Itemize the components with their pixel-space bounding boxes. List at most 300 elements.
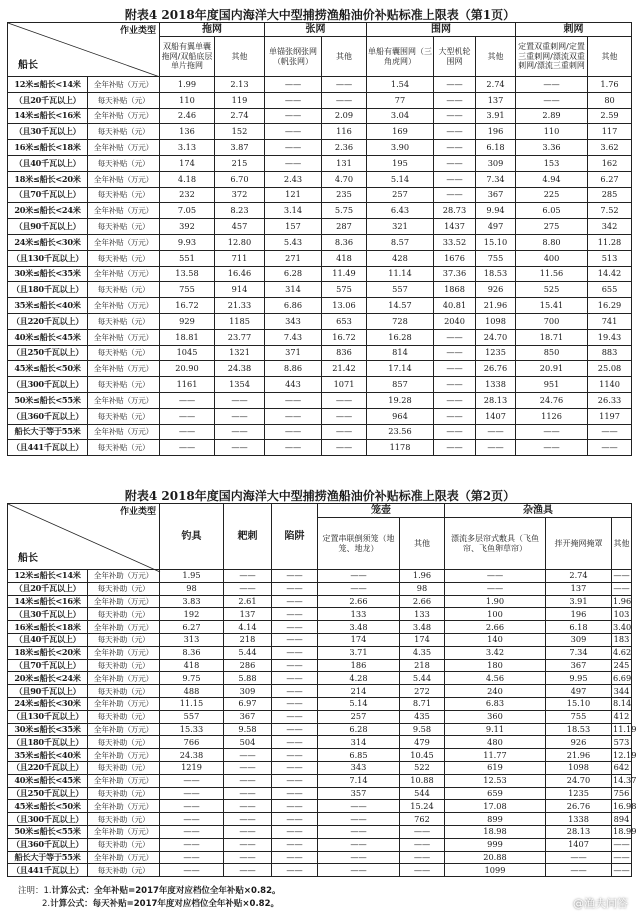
value-cell: —— bbox=[265, 424, 322, 440]
group-header: 杂渔具 bbox=[445, 504, 632, 518]
value-cell: —— bbox=[318, 582, 400, 595]
value-cell: 711 bbox=[215, 250, 265, 266]
sub-header: 其他 bbox=[322, 37, 367, 77]
unit-label: 全年补助（万元） bbox=[88, 851, 160, 864]
value-cell: —— bbox=[224, 570, 272, 583]
value-cell: 3.36 bbox=[516, 140, 588, 156]
table-row bbox=[8, 377, 632, 393]
value-cell: 2.66 bbox=[400, 595, 445, 608]
value-cell: 642 bbox=[612, 761, 632, 774]
table-row bbox=[8, 672, 632, 685]
table-row bbox=[8, 77, 632, 93]
value-cell: 21.96 bbox=[476, 298, 516, 314]
value-cell: 899 bbox=[445, 813, 546, 826]
value-cell: 2.74 bbox=[546, 570, 612, 583]
value-cell: 367 bbox=[224, 710, 272, 723]
value-cell: 1338 bbox=[476, 377, 516, 393]
unit-label: 每天补贴（元） bbox=[88, 377, 160, 393]
value-cell: 2.43 bbox=[265, 171, 322, 187]
value-cell: —— bbox=[265, 140, 322, 156]
value-cell: —— bbox=[272, 685, 318, 698]
power-class: （且90千瓦以上） bbox=[8, 685, 88, 698]
value-cell: 196 bbox=[546, 608, 612, 621]
value-cell: —— bbox=[272, 723, 318, 736]
value-cell: —— bbox=[434, 440, 476, 456]
value-cell: —— bbox=[272, 774, 318, 787]
table-row bbox=[8, 864, 632, 877]
value-cell: 9.11 bbox=[445, 723, 546, 736]
value-cell: 137 bbox=[224, 608, 272, 621]
value-cell: —— bbox=[322, 440, 367, 456]
value-cell: 342 bbox=[588, 219, 632, 235]
value-cell: 11.14 bbox=[367, 266, 434, 282]
value-cell: 5.44 bbox=[224, 646, 272, 659]
value-cell: —— bbox=[613, 583, 630, 594]
value-cell: 728 bbox=[367, 313, 434, 329]
value-cell: —— bbox=[476, 424, 516, 440]
value-cell: 762 bbox=[400, 813, 445, 826]
value-cell: 20.88 bbox=[445, 851, 546, 864]
power-class: （且360千瓦以上） bbox=[8, 838, 88, 851]
unit-label: 每天补助（元） bbox=[88, 608, 160, 621]
value-cell: 13.58 bbox=[160, 266, 215, 282]
value-cell: 21.96 bbox=[546, 749, 612, 762]
value-cell: 4.28 bbox=[318, 672, 400, 685]
unit-label: 每天补助（元） bbox=[88, 633, 160, 646]
power-class: （且130千瓦以上） bbox=[8, 710, 88, 723]
power-class: （且40千瓦以上） bbox=[8, 633, 88, 646]
value-cell: 8.80 bbox=[516, 234, 588, 250]
table-row bbox=[8, 361, 632, 377]
value-cell: 343 bbox=[265, 313, 322, 329]
unit-label: 全年补贴（万元） bbox=[88, 140, 160, 156]
value-cell: 883 bbox=[588, 345, 632, 361]
value-cell: 5.14 bbox=[367, 171, 434, 187]
value-cell: 3.04 bbox=[367, 108, 434, 124]
value-cell: 6.27 bbox=[160, 621, 224, 634]
table-row bbox=[8, 250, 632, 266]
value-cell: —— bbox=[265, 124, 322, 140]
sub-header: 单锚张纲张网（帆张网） bbox=[265, 37, 322, 77]
value-cell: —— bbox=[160, 440, 215, 456]
value-cell: 1.76 bbox=[588, 77, 632, 93]
value-cell: 19.43 bbox=[588, 329, 632, 345]
value-cell: 28.13 bbox=[546, 825, 612, 838]
power-class: （且130千瓦以上） bbox=[8, 250, 88, 266]
value-cell: —— bbox=[272, 825, 318, 838]
value-cell: 6.28 bbox=[265, 266, 322, 282]
value-cell: 309 bbox=[224, 685, 272, 698]
value-cell: 1098 bbox=[546, 761, 612, 774]
unit-label: 每天补助（元） bbox=[88, 659, 160, 672]
value-cell: 28.13 bbox=[476, 392, 516, 408]
unit-label: 全年补助（万元） bbox=[88, 570, 160, 583]
unit-label: 每天补助（元） bbox=[88, 787, 160, 800]
value-cell: —— bbox=[215, 440, 265, 456]
value-cell: 1235 bbox=[476, 345, 516, 361]
value-cell: —— bbox=[224, 749, 272, 762]
value-cell: 4.62 bbox=[613, 647, 632, 658]
value-cell: 435 bbox=[400, 710, 445, 723]
value-cell: 16.46 bbox=[215, 266, 265, 282]
value-cell: 77 bbox=[367, 92, 434, 108]
value-cell: 10.88 bbox=[400, 774, 445, 787]
table-row bbox=[8, 424, 632, 440]
power-class: （且300千瓦以上） bbox=[8, 377, 88, 393]
value-cell: 4.94 bbox=[516, 171, 588, 187]
value-cell: 7.14 bbox=[318, 774, 400, 787]
value-cell: 400 bbox=[516, 250, 588, 266]
value-cell: —— bbox=[272, 838, 318, 851]
value-cell: 136 bbox=[160, 124, 215, 140]
unit-label: 全年补贴（万元） bbox=[88, 361, 160, 377]
value-cell: —— bbox=[272, 749, 318, 762]
value-cell: 504 bbox=[224, 736, 272, 749]
note2-text: 计算公式：每天补贴=2017年度对应档位全年补贴×0.82。 bbox=[50, 899, 280, 909]
sub-header: 定置串联倒须笼（地笼、地龙） bbox=[318, 518, 400, 570]
value-cell: 929 bbox=[160, 313, 215, 329]
value-cell: 1354 bbox=[215, 377, 265, 393]
value-cell: 20.90 bbox=[160, 361, 215, 377]
value-cell: 11.77 bbox=[445, 749, 546, 762]
value-cell: 1099 bbox=[445, 864, 546, 877]
sub-header: 其他 bbox=[588, 37, 632, 77]
table-row bbox=[8, 659, 632, 672]
table-row bbox=[8, 92, 632, 108]
power-class: （且220千瓦以上） bbox=[8, 313, 88, 329]
value-cell: 575 bbox=[322, 282, 367, 298]
power-class: （且90千瓦以上） bbox=[8, 219, 88, 235]
value-cell: —— bbox=[160, 851, 224, 864]
value-cell: 116 bbox=[322, 124, 367, 140]
table-row bbox=[8, 329, 632, 345]
value-cell: —— bbox=[160, 800, 224, 813]
value-cell: 3.91 bbox=[546, 595, 612, 608]
unit-label: 全年补贴（万元） bbox=[88, 298, 160, 314]
value-cell: 18.98 bbox=[445, 825, 546, 838]
value-cell: 926 bbox=[546, 736, 612, 749]
value-cell: 245 bbox=[612, 659, 632, 672]
table-row bbox=[8, 234, 632, 250]
value-cell: 6.86 bbox=[265, 298, 322, 314]
subsidy-table-page2 bbox=[7, 503, 637, 877]
value-cell: —— bbox=[434, 424, 476, 440]
value-cell: —— bbox=[224, 582, 272, 595]
value-cell: —— bbox=[272, 813, 318, 826]
value-cell: —— bbox=[434, 392, 476, 408]
value-cell: 7.05 bbox=[160, 203, 215, 219]
value-cell: 26.33 bbox=[588, 392, 632, 408]
value-cell: 1235 bbox=[546, 787, 612, 800]
value-cell: 8.57 bbox=[367, 234, 434, 250]
value-cell: 3.48 bbox=[318, 621, 400, 634]
value-cell: 367 bbox=[476, 187, 516, 203]
value-cell: 16.72 bbox=[322, 329, 367, 345]
value-cell: 2040 bbox=[434, 313, 476, 329]
value-cell: 169 bbox=[367, 124, 434, 140]
unit-label: 全年补贴（万元） bbox=[88, 77, 160, 93]
value-cell: 6.27 bbox=[588, 171, 632, 187]
value-cell: 1.96 bbox=[400, 570, 445, 583]
value-cell: —— bbox=[588, 424, 632, 440]
value-cell: —— bbox=[265, 77, 322, 93]
table-row bbox=[8, 749, 632, 762]
value-cell: 9.93 bbox=[160, 234, 215, 250]
value-cell: 26.76 bbox=[546, 800, 612, 813]
value-cell: 98 bbox=[160, 582, 224, 595]
length-class: 50米≤船长<55米 bbox=[8, 392, 88, 408]
power-class: （且441千瓦以上） bbox=[8, 440, 88, 456]
length-class: 40米≤船长<45米 bbox=[8, 774, 88, 787]
value-cell: 2.66 bbox=[318, 595, 400, 608]
power-class: （且300千瓦以上） bbox=[8, 813, 88, 826]
value-cell: 926 bbox=[476, 282, 516, 298]
value-cell: 5.44 bbox=[400, 672, 445, 685]
value-cell: 836 bbox=[322, 345, 367, 361]
value-cell: —— bbox=[160, 813, 224, 826]
value-cell: 814 bbox=[367, 345, 434, 361]
power-class: （且180千瓦以上） bbox=[8, 282, 88, 298]
value-cell: 1185 bbox=[215, 313, 265, 329]
value-cell: 6.05 bbox=[516, 203, 588, 219]
value-cell: 1126 bbox=[516, 408, 588, 424]
length-class: 50米≤船长<55米 bbox=[8, 825, 88, 838]
value-cell: —— bbox=[318, 864, 400, 877]
value-cell: —— bbox=[272, 736, 318, 749]
value-cell: 24.76 bbox=[516, 392, 588, 408]
value-cell: 140 bbox=[445, 633, 546, 646]
value-cell: 314 bbox=[318, 736, 400, 749]
value-cell: —— bbox=[400, 851, 445, 864]
length-class: 45米≤船长<50米 bbox=[8, 361, 88, 377]
value-cell: 522 bbox=[400, 761, 445, 774]
value-cell: 557 bbox=[160, 710, 224, 723]
value-cell: 525 bbox=[516, 282, 588, 298]
value-cell: —— bbox=[322, 408, 367, 424]
value-cell: 121 bbox=[265, 187, 322, 203]
value-cell: —— bbox=[434, 124, 476, 140]
value-cell: 2.74 bbox=[476, 77, 516, 93]
value-cell: 1197 bbox=[588, 408, 632, 424]
value-cell: —— bbox=[613, 570, 630, 581]
value-cell: 2.59 bbox=[588, 108, 632, 124]
value-cell: 24.70 bbox=[546, 774, 612, 787]
unit-label: 每天补助（元） bbox=[88, 838, 160, 851]
value-cell: —— bbox=[434, 361, 476, 377]
value-cell: 1161 bbox=[160, 377, 215, 393]
value-cell: 653 bbox=[322, 313, 367, 329]
value-cell: 659 bbox=[445, 787, 546, 800]
unit-label: 全年补贴（万元） bbox=[88, 266, 160, 282]
table-row bbox=[8, 124, 632, 140]
value-cell: 18.53 bbox=[476, 266, 516, 282]
value-cell: 3.13 bbox=[160, 140, 215, 156]
value-cell: —— bbox=[160, 838, 224, 851]
table-row bbox=[8, 800, 632, 813]
value-cell: —— bbox=[272, 672, 318, 685]
value-cell: 999 bbox=[445, 838, 546, 851]
value-cell: —— bbox=[160, 424, 215, 440]
length-class: 14米≤船长<16米 bbox=[8, 108, 88, 124]
value-cell: —— bbox=[434, 108, 476, 124]
value-cell: 5.75 bbox=[322, 203, 367, 219]
value-cell: —— bbox=[322, 77, 367, 93]
value-cell: 1140 bbox=[588, 377, 632, 393]
value-cell: —— bbox=[224, 761, 272, 774]
group-header: 围网 bbox=[367, 23, 516, 37]
value-cell: 1407 bbox=[476, 408, 516, 424]
table-row bbox=[8, 595, 632, 608]
value-cell: —— bbox=[322, 424, 367, 440]
table-row bbox=[8, 633, 632, 646]
table-row bbox=[8, 825, 632, 838]
table-row bbox=[8, 851, 632, 864]
value-cell: 9.75 bbox=[160, 672, 224, 685]
group-header: 笼壶 bbox=[318, 504, 445, 518]
value-cell: 557 bbox=[367, 282, 434, 298]
sub-header: 漂流多层帘式敷具（飞鱼帘、飞鱼卵草帘） bbox=[445, 518, 546, 570]
value-cell: 3.90 bbox=[367, 140, 434, 156]
value-cell: —— bbox=[272, 697, 318, 710]
value-cell: 11.56 bbox=[516, 266, 588, 282]
value-cell: 428 bbox=[367, 250, 434, 266]
value-cell: 23.56 bbox=[367, 424, 434, 440]
value-cell: —— bbox=[434, 408, 476, 424]
value-cell: 40.81 bbox=[434, 298, 476, 314]
value-cell: —— bbox=[215, 392, 265, 408]
unit-label: 全年补贴（万元） bbox=[88, 392, 160, 408]
value-cell: —— bbox=[160, 774, 224, 787]
power-class: （且20千瓦以上） bbox=[8, 582, 88, 595]
value-cell: 131 bbox=[322, 155, 367, 171]
value-cell: 914 bbox=[215, 282, 265, 298]
unit-label: 全年补贴（万元） bbox=[88, 171, 160, 187]
group-header: 陷阱 bbox=[272, 504, 318, 570]
value-cell: 20.91 bbox=[516, 361, 588, 377]
length-class: 18米≤船长<20米 bbox=[8, 171, 88, 187]
watermark: @渔夫问答 bbox=[573, 897, 628, 910]
value-cell: —— bbox=[272, 608, 318, 621]
value-cell: —— bbox=[400, 864, 445, 877]
value-cell: 513 bbox=[588, 250, 632, 266]
value-cell: 37.36 bbox=[434, 266, 476, 282]
value-cell: 573 bbox=[612, 736, 632, 749]
value-cell: 418 bbox=[160, 659, 224, 672]
value-cell: —— bbox=[613, 839, 630, 850]
value-cell: —— bbox=[272, 595, 318, 608]
value-cell: 214 bbox=[318, 685, 400, 698]
table-row bbox=[8, 282, 632, 298]
value-cell: 192 bbox=[160, 608, 224, 621]
value-cell: 964 bbox=[367, 408, 434, 424]
value-cell: 2.89 bbox=[516, 108, 588, 124]
table-row bbox=[8, 298, 632, 314]
sub-header: 大型机轮围网 bbox=[434, 37, 476, 77]
unit-label: 每天补贴（元） bbox=[88, 155, 160, 171]
value-cell: 180 bbox=[445, 659, 546, 672]
table-row bbox=[8, 646, 632, 659]
value-cell: 10.45 bbox=[400, 749, 445, 762]
power-class: （且250千瓦以上） bbox=[8, 345, 88, 361]
value-cell: —— bbox=[224, 838, 272, 851]
value-cell: 2.09 bbox=[322, 108, 367, 124]
value-cell: 153 bbox=[516, 155, 588, 171]
value-cell: 3.62 bbox=[588, 140, 632, 156]
value-cell: 6.18 bbox=[546, 621, 612, 634]
value-cell: 218 bbox=[224, 633, 272, 646]
value-cell: 18.53 bbox=[546, 723, 612, 736]
value-cell: 619 bbox=[445, 761, 546, 774]
sub-header: 其他 bbox=[612, 518, 632, 570]
value-cell: 17.14 bbox=[367, 361, 434, 377]
sub-header: 定置双重刺网/定置三重刺网/漂流双重刺网/漂流三重刺网 bbox=[516, 37, 588, 77]
value-cell: 755 bbox=[546, 710, 612, 723]
value-cell: 1.54 bbox=[367, 77, 434, 93]
value-cell: 240 bbox=[445, 685, 546, 698]
unit-label: 全年补贴（万元） bbox=[88, 108, 160, 124]
length-class: 16米≤船长<18米 bbox=[8, 621, 88, 634]
unit-label: 每天补助（元） bbox=[88, 685, 160, 698]
value-cell: 110 bbox=[516, 124, 588, 140]
value-cell: 21.33 bbox=[215, 298, 265, 314]
value-cell: 8.23 bbox=[215, 203, 265, 219]
length-class: 20米≤船长<24米 bbox=[8, 203, 88, 219]
value-cell: 6.43 bbox=[367, 203, 434, 219]
power-class: （且441千瓦以上） bbox=[8, 864, 88, 877]
value-cell: —— bbox=[613, 864, 630, 875]
value-cell: —— bbox=[160, 408, 215, 424]
value-cell: 287 bbox=[322, 219, 367, 235]
unit-label: 每天补助（元） bbox=[88, 736, 160, 749]
table-row bbox=[8, 108, 632, 124]
value-cell: 257 bbox=[318, 710, 400, 723]
value-cell: —— bbox=[546, 864, 612, 877]
sub-header: 拌开掩网掩罩 bbox=[546, 518, 612, 570]
unit-label: 全年补助（万元） bbox=[88, 723, 160, 736]
value-cell: 1.96 bbox=[613, 595, 632, 606]
value-cell: 7.43 bbox=[265, 329, 322, 345]
value-cell: 9.58 bbox=[400, 723, 445, 736]
value-cell: —— bbox=[272, 570, 318, 583]
value-cell: 133 bbox=[400, 608, 445, 621]
value-cell: 497 bbox=[546, 685, 612, 698]
power-class: （且70千瓦以上） bbox=[8, 187, 88, 203]
length-class: 12米≤船长<14米 bbox=[8, 77, 88, 93]
value-cell: 850 bbox=[516, 345, 588, 361]
value-cell: 4.35 bbox=[400, 646, 445, 659]
value-cell: 232 bbox=[160, 187, 215, 203]
group-header: 张网 bbox=[265, 23, 367, 37]
value-cell: 8.36 bbox=[322, 234, 367, 250]
value-cell: 119 bbox=[215, 92, 265, 108]
value-cell: 3.83 bbox=[160, 595, 224, 608]
value-cell: —— bbox=[318, 838, 400, 851]
unit-label: 每天补助（元） bbox=[88, 761, 160, 774]
value-cell: 218 bbox=[400, 659, 445, 672]
value-cell: 1045 bbox=[160, 345, 215, 361]
value-cell: —— bbox=[476, 440, 516, 456]
value-cell: —— bbox=[322, 392, 367, 408]
value-cell: 7.34 bbox=[546, 646, 612, 659]
value-cell: 360 bbox=[445, 710, 546, 723]
value-cell: 544 bbox=[400, 787, 445, 800]
value-cell: 1178 bbox=[367, 440, 434, 456]
unit-label: 每天补贴（元） bbox=[88, 313, 160, 329]
col-length-label: 船长 bbox=[18, 60, 38, 71]
power-class: （且30千瓦以上） bbox=[8, 608, 88, 621]
value-cell: —— bbox=[445, 582, 546, 595]
value-cell: 174 bbox=[318, 633, 400, 646]
